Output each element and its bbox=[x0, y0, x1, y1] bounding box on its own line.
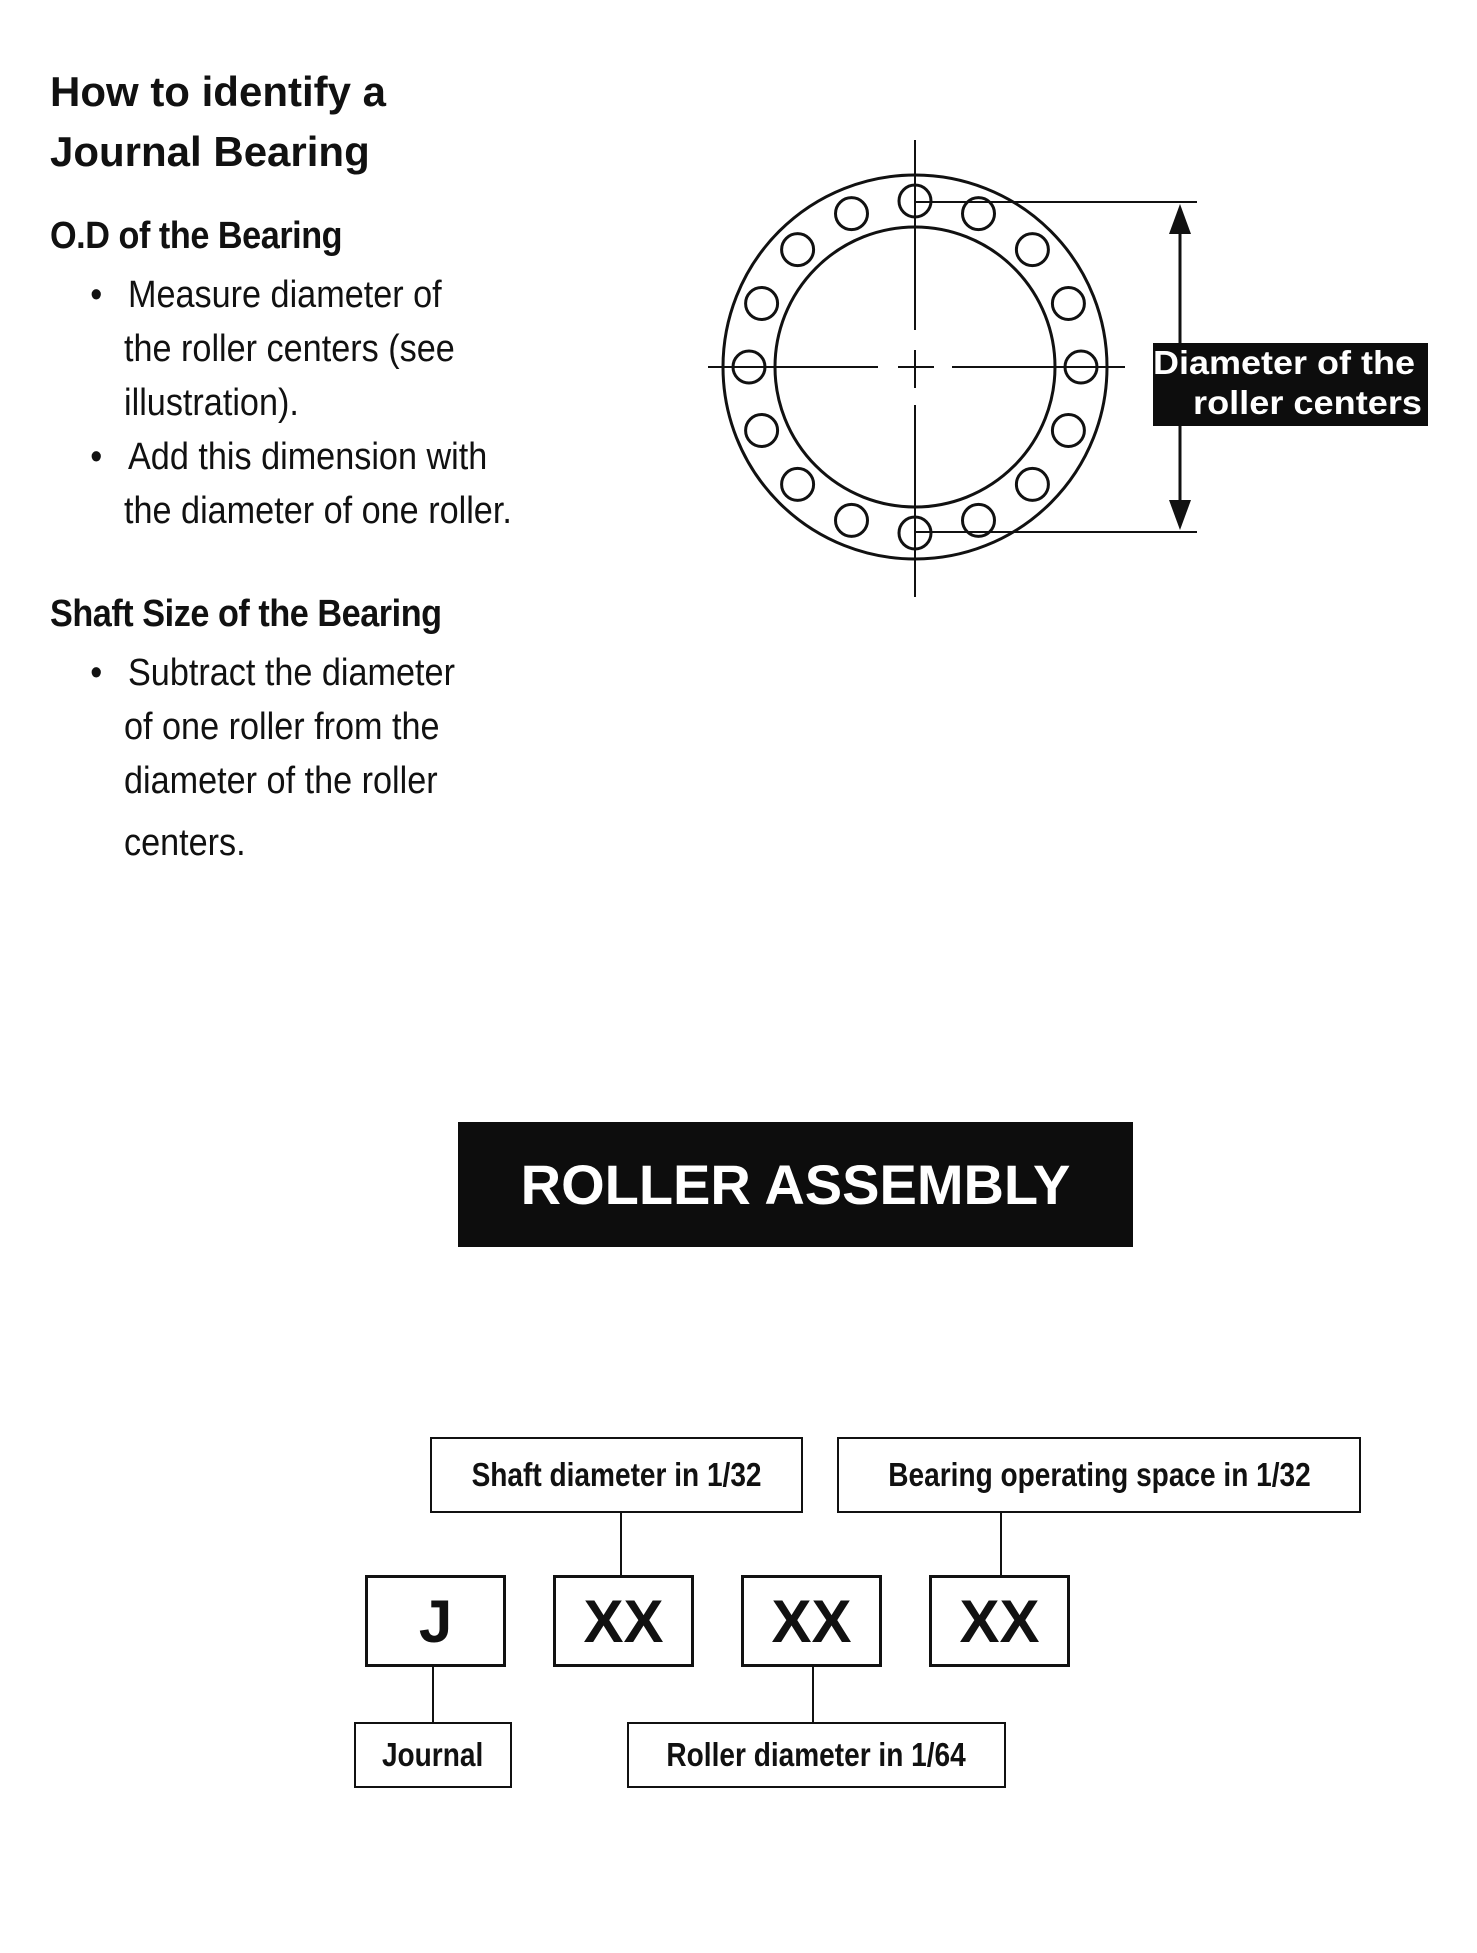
shaft-section-heading: Shaft Size of the Bearing bbox=[50, 593, 442, 635]
label-operating-space-text: Bearing operating space in 1/32 bbox=[887, 1456, 1311, 1493]
bullet-line: Add this dimension with bbox=[128, 436, 488, 478]
label-roller-diameter-text: Roller diameter in 1/64 bbox=[666, 1736, 967, 1773]
bullet-dot: • bbox=[90, 436, 103, 478]
label-journal bbox=[354, 1722, 512, 1788]
bullet-line: of one roller from the bbox=[124, 706, 440, 748]
page-title-line1: How to identify a bbox=[50, 68, 386, 115]
roller bbox=[836, 504, 868, 536]
roller-assembly-banner: ROLLER ASSEMBLY bbox=[458, 1122, 1133, 1247]
bullet-line: the diameter of one roller. bbox=[124, 490, 512, 532]
bullet-line: illustration). bbox=[124, 382, 299, 424]
label-shaft-diameter-text: Shaft diameter in 1/32 bbox=[471, 1456, 762, 1493]
label-roller-diameter bbox=[627, 1722, 1006, 1788]
code-box-journal: J bbox=[365, 1575, 506, 1667]
bullet-dot: • bbox=[90, 652, 103, 694]
roller bbox=[746, 415, 778, 447]
roller bbox=[746, 288, 778, 320]
shaft-bullet-1-last bbox=[124, 816, 246, 870]
bullet-line: the roller centers (see bbox=[124, 328, 455, 370]
bullet-line: Subtract the diameter bbox=[128, 652, 455, 694]
roller bbox=[1016, 234, 1048, 266]
page-title-line2: Journal Bearing bbox=[50, 128, 370, 175]
connector-journal bbox=[432, 1667, 434, 1722]
roller bbox=[782, 234, 814, 266]
bullet-line: centers. bbox=[124, 822, 246, 864]
code-box-shaft: XX bbox=[553, 1575, 694, 1667]
bullet-line: Measure diameter of bbox=[128, 274, 442, 316]
shaft-bullet-1-cont bbox=[124, 700, 440, 808]
bullet-line: diameter of the roller bbox=[124, 760, 438, 802]
bearing-diagram bbox=[0, 0, 1477, 700]
code-box-space: XX bbox=[929, 1575, 1070, 1667]
roller bbox=[1016, 468, 1048, 500]
label-operating-space bbox=[837, 1437, 1361, 1513]
roller bbox=[782, 468, 814, 500]
arrow-down-icon bbox=[1169, 500, 1191, 530]
connector-shaft bbox=[620, 1513, 622, 1576]
connector-space bbox=[1000, 1513, 1002, 1576]
roller bbox=[1052, 288, 1084, 320]
connector-roller bbox=[812, 1667, 814, 1722]
code-box-roller: XX bbox=[741, 1575, 882, 1667]
dimension-label-line2: roller centers bbox=[1193, 384, 1422, 421]
label-shaft-diameter bbox=[430, 1437, 803, 1513]
dimension-label-line1: Diameter of the bbox=[1153, 344, 1415, 381]
od-section-heading: O.D of the Bearing bbox=[50, 215, 343, 257]
roller bbox=[836, 198, 868, 230]
arrow-up-icon bbox=[1169, 204, 1191, 234]
roller bbox=[1052, 415, 1084, 447]
bullet-dot: • bbox=[90, 274, 103, 316]
label-journal-text: Journal bbox=[382, 1736, 484, 1773]
